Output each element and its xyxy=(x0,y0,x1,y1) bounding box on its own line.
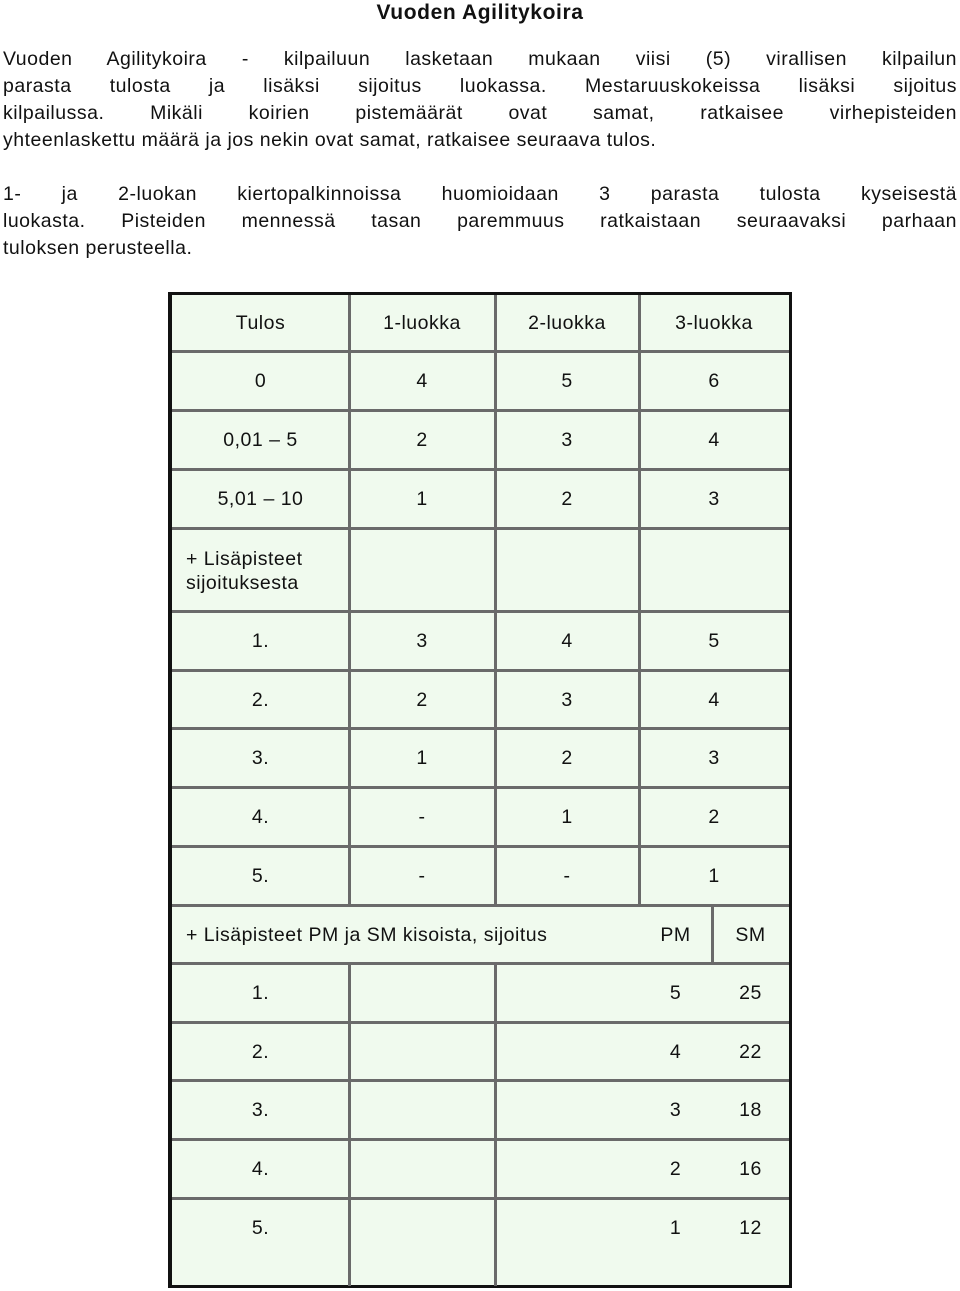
table-cell: 2. xyxy=(251,1040,270,1063)
table-cell: 5 xyxy=(708,630,720,652)
table-header-cell: PM xyxy=(660,923,691,946)
intro-line: Vuoden Agilitykoira - kilpailuun lasketaan mukaan viisi (5) virallisen kilpailun xyxy=(3,48,957,70)
table-cell: 5,01 – 10 xyxy=(217,488,304,510)
placement-label: + Lisäpisteet sijoituksesta xyxy=(186,547,303,594)
table-cell: 3 xyxy=(708,747,720,769)
table-cell: 22 xyxy=(739,1040,762,1063)
points-table xyxy=(168,292,792,1288)
table-cell: 3 xyxy=(561,429,573,451)
intro-line: parasta tulosta ja lisäksi sijoitus luokassa. Mestaruuskokeissa lisäksi sijoitus xyxy=(3,75,957,97)
intro-line: kilpailussa. Mikäli koirien pistemäärät ovat samat, ratkaisee virhepisteiden xyxy=(3,102,957,124)
table-cell: 6 xyxy=(708,370,720,392)
table-header-cell: 1-luokka xyxy=(383,312,461,334)
table-cell: 3 xyxy=(416,630,428,652)
table-cell: 18 xyxy=(739,1099,762,1121)
table-cell: 5 xyxy=(561,370,573,392)
table-cell: 4 xyxy=(416,370,428,392)
table-cell: - xyxy=(563,865,571,887)
table-cell: 25 xyxy=(739,982,762,1004)
table-cell: 4 xyxy=(561,630,573,652)
table-cell: 2 xyxy=(669,1158,682,1180)
intro-paragraph xyxy=(3,46,957,154)
table-cell: 5. xyxy=(251,865,270,887)
table-header-cell: SM xyxy=(735,923,766,946)
table-cell: 3. xyxy=(251,1099,270,1121)
table-cell: - xyxy=(418,806,426,828)
table-cell: 4 xyxy=(708,688,720,711)
table-cell: 1 xyxy=(708,865,720,887)
table-cell: 0 xyxy=(254,370,267,392)
table-cell: 1. xyxy=(251,630,270,652)
table-cell: 2. xyxy=(251,688,270,711)
table-cell: 1 xyxy=(416,747,428,769)
table-rule xyxy=(494,964,497,1286)
table-header-cell: 2-luokka xyxy=(528,312,606,334)
table-cell: 16 xyxy=(739,1158,762,1180)
table-cell: 4 xyxy=(669,1040,682,1063)
page-title: Vuoden Agilitykoira xyxy=(376,1,584,24)
trophy-line: 1- ja 2-luokan kiertopalkinnoissa huomioidaan 3 parasta tulosta kyseisestä xyxy=(3,183,957,205)
intro-line: yhteenlaskettu määrä ja jos nekin ovat samat, ratkaisee seuraava tulos. xyxy=(3,129,657,151)
table-cell: 2 xyxy=(561,747,573,769)
trophy-line: luokasta. Pisteiden mennessä tasan paremmuus ratkaistaan seuraavaksi parhaan xyxy=(3,210,957,232)
table-cell: 1 xyxy=(561,806,573,828)
table-cell: 5 xyxy=(669,982,682,1004)
table-cell: 3 xyxy=(669,1099,682,1121)
table-cell: 12 xyxy=(739,1217,762,1239)
trophy-line: tuloksen perusteella. xyxy=(3,237,193,259)
table-cell: 1 xyxy=(669,1217,682,1239)
table-cell: 4. xyxy=(251,806,270,828)
table-cell: 3 xyxy=(561,688,573,711)
table-cell: - xyxy=(418,865,426,887)
table-cell: 1. xyxy=(251,982,270,1004)
table-cell: 1 xyxy=(416,488,428,510)
table-cell: 0,01 – 5 xyxy=(223,429,298,451)
table-cell: 5. xyxy=(251,1217,270,1239)
trophy-paragraph xyxy=(3,181,957,262)
table-header-cell: Tulos xyxy=(235,312,286,334)
table-header-cell: 3-luokka xyxy=(675,312,753,334)
championship-label: + Lisäpisteet PM ja SM kisoista, sijoitus xyxy=(186,924,548,946)
table-cell: 2 xyxy=(416,429,428,451)
table-cell: 4 xyxy=(708,429,720,451)
table-cell: 2 xyxy=(708,806,720,828)
table-cell: 4. xyxy=(251,1158,270,1180)
table-cell: 2 xyxy=(416,688,428,711)
table-cell: 3. xyxy=(251,747,270,769)
table-cell: 2 xyxy=(561,488,573,510)
table-cell: 3 xyxy=(708,488,720,510)
